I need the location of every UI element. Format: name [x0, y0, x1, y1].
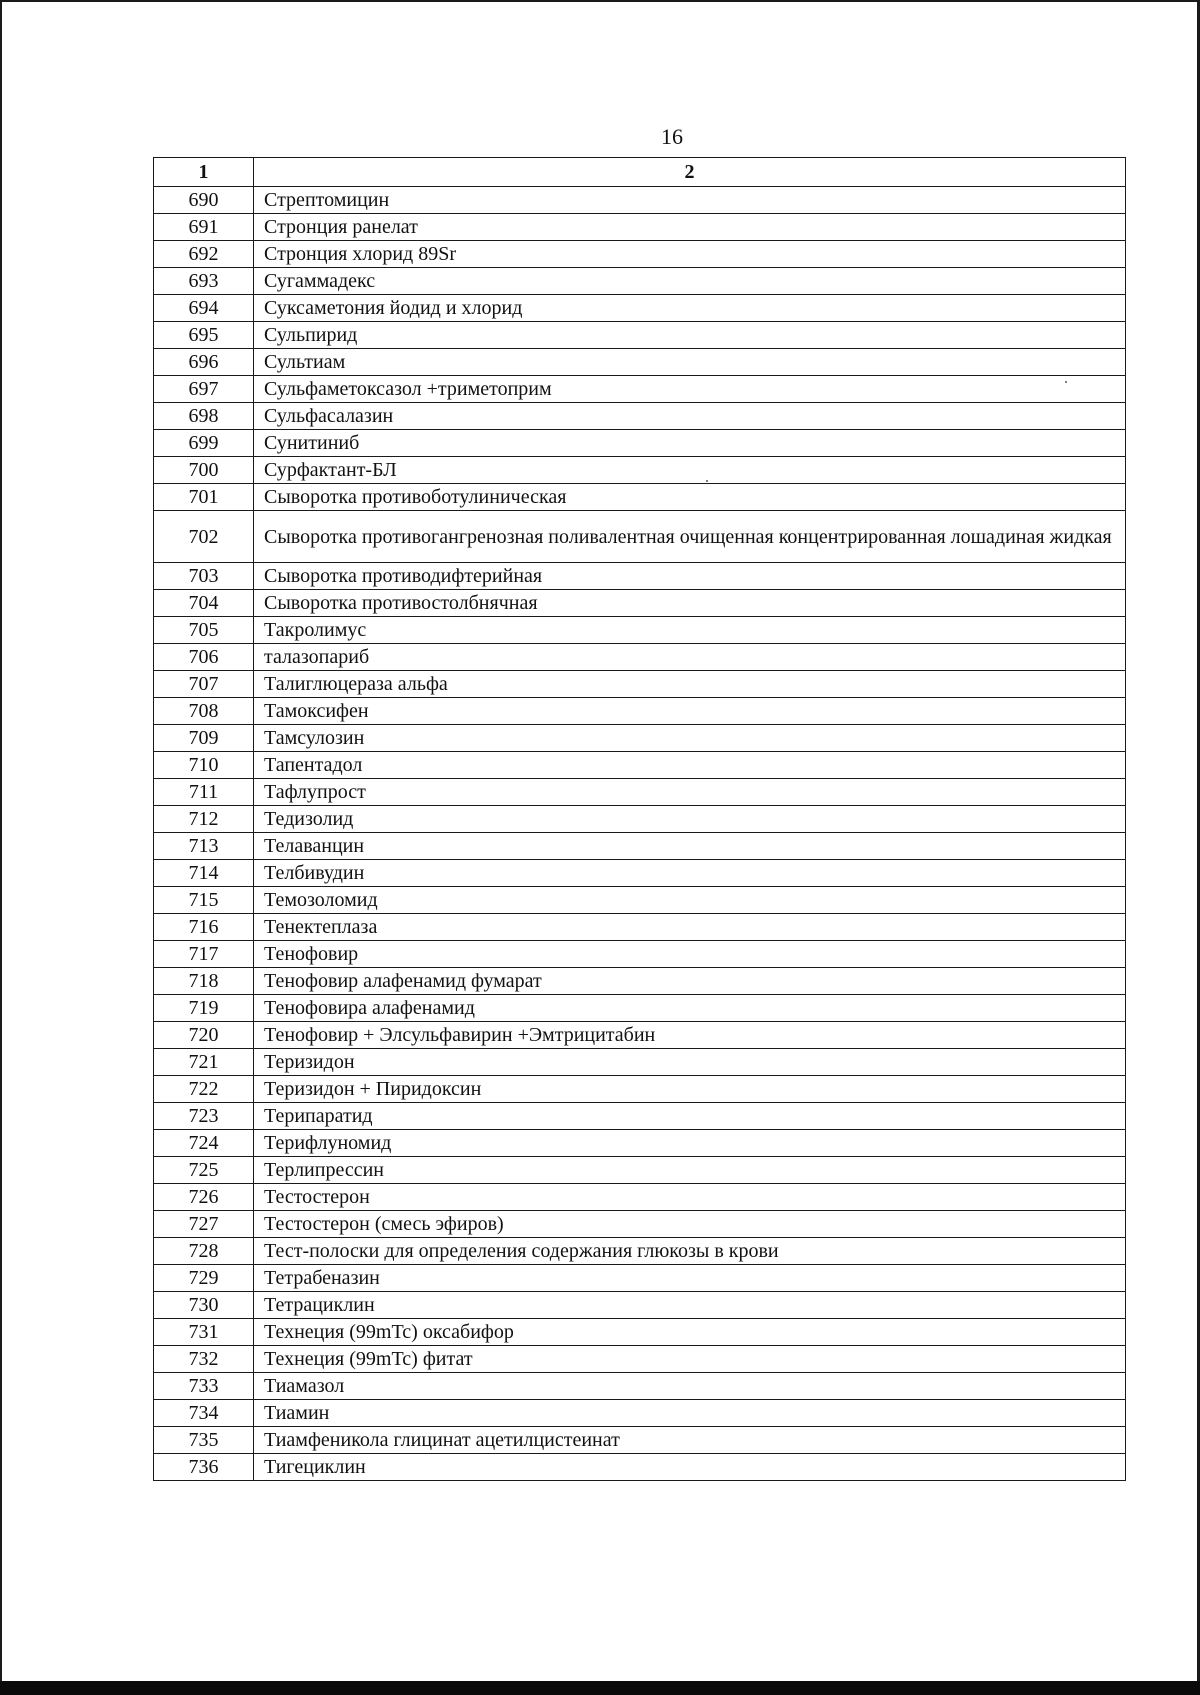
drug-name: Тенектеплаза	[254, 914, 1126, 941]
row-number: 704	[154, 590, 254, 617]
table-row	[154, 590, 1126, 617]
column-header-number: 1	[154, 158, 254, 187]
table-row	[154, 779, 1126, 806]
table-row	[154, 484, 1126, 511]
row-number: 723	[154, 1103, 254, 1130]
drug-name: Телаванцин	[254, 833, 1126, 860]
scan-speck	[706, 480, 708, 482]
table-row	[154, 457, 1126, 484]
table-row	[154, 644, 1126, 671]
row-number: 722	[154, 1076, 254, 1103]
row-number: 697	[154, 376, 254, 403]
drug-name: Сультиам	[254, 349, 1126, 376]
drug-name: Технеция (99mTc) оксабифор	[254, 1319, 1126, 1346]
table-row	[154, 1319, 1126, 1346]
row-number: 726	[154, 1184, 254, 1211]
drug-name: Сунитиниб	[254, 430, 1126, 457]
row-number: 727	[154, 1211, 254, 1238]
table-row	[154, 995, 1126, 1022]
drug-name: Тамсулозин	[254, 725, 1126, 752]
table-row	[154, 1184, 1126, 1211]
table-row	[154, 1454, 1126, 1481]
drug-name: Тиамин	[254, 1400, 1126, 1427]
row-number: 725	[154, 1157, 254, 1184]
row-number: 708	[154, 698, 254, 725]
scan-speck	[1065, 381, 1067, 383]
drug-name: Сыворотка противодифтерийная	[254, 563, 1126, 590]
table-row	[154, 725, 1126, 752]
table-row	[154, 671, 1126, 698]
table-body	[154, 187, 1126, 1481]
table-row	[154, 887, 1126, 914]
table-row	[154, 833, 1126, 860]
table-row	[154, 968, 1126, 995]
drug-name: Тафлупрост	[254, 779, 1126, 806]
drug-name: Терифлуномид	[254, 1130, 1126, 1157]
scan-bottom-edge	[0, 1681, 1200, 1695]
row-number: 699	[154, 430, 254, 457]
table-row	[154, 1022, 1126, 1049]
drug-name: Тест-полоски для определения содержания глюкозы в крови	[254, 1238, 1126, 1265]
table-header-row	[154, 158, 1126, 187]
drug-name: Сыворотка противогангренозная поливалентная очищенная концентрированная лошадиная жидкая	[254, 511, 1126, 563]
drug-name: Теризидон	[254, 1049, 1126, 1076]
row-number: 729	[154, 1265, 254, 1292]
row-number: 735	[154, 1427, 254, 1454]
table-row	[154, 241, 1126, 268]
table-row	[154, 1076, 1126, 1103]
table-row	[154, 752, 1126, 779]
drug-name: Теризидон + Пиридоксин	[254, 1076, 1126, 1103]
drug-name: Талиглюцераза альфа	[254, 671, 1126, 698]
drug-name: Тестостерон	[254, 1184, 1126, 1211]
drug-name: Сурфактант-БЛ	[254, 457, 1126, 484]
table-row	[154, 617, 1126, 644]
drug-name: Сульфаметоксазол +триметоприм	[254, 376, 1126, 403]
drug-name: Сульфасалазин	[254, 403, 1126, 430]
row-number: 703	[154, 563, 254, 590]
row-number: 715	[154, 887, 254, 914]
drug-name: Тенофовира алафенамид	[254, 995, 1126, 1022]
drug-name: Тамоксифен	[254, 698, 1126, 725]
drug-name: Тигециклин	[254, 1454, 1126, 1481]
row-number: 716	[154, 914, 254, 941]
table-row	[154, 1427, 1126, 1454]
table-row	[154, 430, 1126, 457]
row-number: 732	[154, 1346, 254, 1373]
row-number: 719	[154, 995, 254, 1022]
drug-name: Тапентадол	[254, 752, 1126, 779]
drug-name: Тенофовир	[254, 941, 1126, 968]
drug-name: Суксаметония йодид и хлорид	[254, 295, 1126, 322]
table-row	[154, 1103, 1126, 1130]
drug-name: Тетрабеназин	[254, 1265, 1126, 1292]
drug-name: Терлипрессин	[254, 1157, 1126, 1184]
row-number: 701	[154, 484, 254, 511]
page-number: 16	[661, 124, 683, 149]
row-number: 695	[154, 322, 254, 349]
drug-name: Тенофовир + Элсульфавирин +Эмтрицитабин	[254, 1022, 1126, 1049]
drug-name: Тедизолид	[254, 806, 1126, 833]
row-number: 691	[154, 214, 254, 241]
table-row	[154, 1373, 1126, 1400]
table-row	[154, 1130, 1126, 1157]
row-number: 712	[154, 806, 254, 833]
drug-list-table	[153, 157, 1126, 1481]
drug-name: Тетрациклин	[254, 1292, 1126, 1319]
table-row	[154, 698, 1126, 725]
table-row	[154, 806, 1126, 833]
row-number: 733	[154, 1373, 254, 1400]
table-row	[154, 214, 1126, 241]
row-number: 720	[154, 1022, 254, 1049]
drug-name: Терипаратид	[254, 1103, 1126, 1130]
table-row	[154, 403, 1126, 430]
table-row	[154, 941, 1126, 968]
row-number: 717	[154, 941, 254, 968]
table-row	[154, 860, 1126, 887]
table-row	[154, 1292, 1126, 1319]
row-number: 696	[154, 349, 254, 376]
row-number: 707	[154, 671, 254, 698]
row-number: 714	[154, 860, 254, 887]
table-row	[154, 376, 1126, 403]
table-row	[154, 1049, 1126, 1076]
row-number: 694	[154, 295, 254, 322]
table-row	[154, 1346, 1126, 1373]
table-row	[154, 1238, 1126, 1265]
table-row	[154, 1157, 1126, 1184]
drug-name: Сыворотка противостолбнячная	[254, 590, 1126, 617]
table-row	[154, 268, 1126, 295]
drug-name: Стронция хлорид 89Sr	[254, 241, 1126, 268]
drug-name: Технеция (99mTc) фитат	[254, 1346, 1126, 1373]
table-row	[154, 187, 1126, 214]
row-number: 690	[154, 187, 254, 214]
table-row	[154, 511, 1126, 563]
drug-name: талазопариб	[254, 644, 1126, 671]
row-number: 710	[154, 752, 254, 779]
drug-name: Сыворотка противоботулиническая	[254, 484, 1126, 511]
row-number: 731	[154, 1319, 254, 1346]
row-number: 724	[154, 1130, 254, 1157]
table-row	[154, 349, 1126, 376]
row-number: 700	[154, 457, 254, 484]
row-number: 711	[154, 779, 254, 806]
drug-name: Стронция ранелат	[254, 214, 1126, 241]
row-number: 705	[154, 617, 254, 644]
table-row	[154, 295, 1126, 322]
drug-name: Сугаммадекс	[254, 268, 1126, 295]
table-row	[154, 1400, 1126, 1427]
row-number: 693	[154, 268, 254, 295]
drug-name: Темозоломид	[254, 887, 1126, 914]
table-row	[154, 1265, 1126, 1292]
table-row	[154, 563, 1126, 590]
drug-name: Телбивудин	[254, 860, 1126, 887]
drug-name: Тестостерон (смесь эфиров)	[254, 1211, 1126, 1238]
drug-name: Тенофовир алафенамид фумарат	[254, 968, 1126, 995]
table-row	[154, 1211, 1126, 1238]
column-header-name: 2	[254, 158, 1126, 187]
drug-name: Тиамазол	[254, 1373, 1126, 1400]
table-row	[154, 322, 1126, 349]
row-number: 734	[154, 1400, 254, 1427]
table-row	[154, 914, 1126, 941]
row-number: 730	[154, 1292, 254, 1319]
row-number: 706	[154, 644, 254, 671]
row-number: 709	[154, 725, 254, 752]
drug-name: Такролимус	[254, 617, 1126, 644]
row-number: 692	[154, 241, 254, 268]
row-number: 736	[154, 1454, 254, 1481]
drug-name: Стрептомицин	[254, 187, 1126, 214]
row-number: 728	[154, 1238, 254, 1265]
drug-name: Тиамфеникола глицинат ацетилцистеинат	[254, 1427, 1126, 1454]
row-number: 713	[154, 833, 254, 860]
row-number: 702	[154, 511, 254, 563]
row-number: 698	[154, 403, 254, 430]
drug-name: Сульпирид	[254, 322, 1126, 349]
row-number: 718	[154, 968, 254, 995]
row-number: 721	[154, 1049, 254, 1076]
